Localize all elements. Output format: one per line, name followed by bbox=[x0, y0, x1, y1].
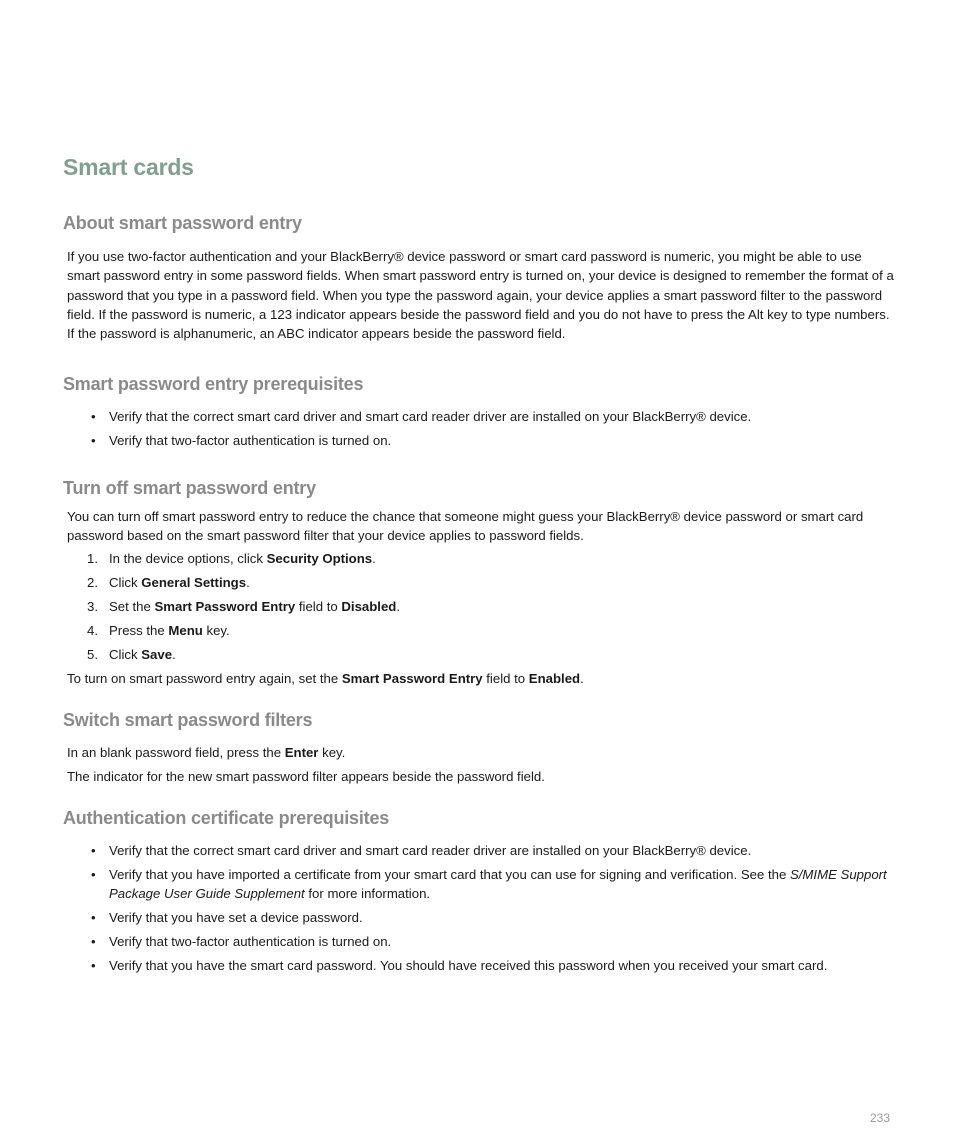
about-paragraph: If you use two-factor authentication and your BlackBerry® device password or smart card password is numeric, you might be able to use smart password entry in some password fields. When smart password entry is turned on, your device is designed to remember the format of a password that you type in a password field. When you type the password again, your device applies a smart password filter to the password field. If the password is numeric, a 123 indicator appears beside the password field and you do not have to press the Alt key to type numbers. If the password is alphanumeric, an ABC indicator appears beside the password field. bbox=[67, 249, 894, 342]
step-text: . bbox=[396, 599, 401, 614]
section-heading-about: About smart password entry bbox=[63, 213, 302, 233]
chapter-title: Smart cards bbox=[63, 154, 194, 180]
step-text: . bbox=[172, 647, 176, 662]
list-item bbox=[0, 865, 889, 903]
note-text: field to bbox=[482, 671, 529, 686]
step-text: key. bbox=[202, 623, 230, 638]
page-number: 233 bbox=[869, 1111, 890, 1125]
step-text: Press the bbox=[109, 623, 169, 638]
step-item bbox=[0, 549, 889, 568]
bullet-icon: • bbox=[91, 910, 96, 925]
ui-label-security-options: Security Options bbox=[266, 551, 373, 566]
ui-label-smart-password-entry: Smart Password Entry bbox=[154, 599, 296, 614]
section-heading-auth-cert: Authentication certificate prerequisites bbox=[63, 808, 390, 828]
list-item-text: Verify that two-factor authentication is turned on. bbox=[109, 934, 392, 949]
bullet-icon: • bbox=[91, 409, 96, 424]
ui-label-enabled: Enabled bbox=[528, 671, 581, 686]
step-text: field to bbox=[295, 599, 342, 614]
step-number: 5. bbox=[87, 647, 98, 662]
step-item bbox=[0, 645, 889, 664]
ui-label-save: Save bbox=[141, 647, 173, 662]
step-text: . bbox=[246, 575, 250, 590]
step-text: Click bbox=[109, 575, 142, 590]
list-item-text: for more information. bbox=[304, 886, 431, 901]
instruction-text: key. bbox=[318, 745, 346, 760]
doc-reference: S/MIME Support Package User Guide Supplement bbox=[109, 867, 887, 901]
switch-result: The indicator for the new smart password filter appears beside the password field. bbox=[67, 769, 545, 784]
instruction-text: In an blank password field, press the bbox=[67, 745, 285, 760]
step-number: 4. bbox=[87, 623, 98, 638]
auth-cert-list bbox=[0, 841, 954, 975]
prerequisites-list bbox=[0, 407, 954, 450]
section-heading-turn-off: Turn off smart password entry bbox=[63, 478, 316, 498]
step-number: 3. bbox=[87, 599, 98, 614]
switch-instruction bbox=[67, 743, 345, 762]
list-item bbox=[0, 956, 889, 975]
step-text: Click bbox=[109, 647, 142, 662]
ui-label-disabled: Disabled bbox=[341, 599, 397, 614]
note-text: To turn on smart password entry again, set the bbox=[67, 671, 342, 686]
ui-label-menu: Menu bbox=[168, 623, 203, 638]
list-item bbox=[0, 431, 889, 450]
list-item bbox=[0, 932, 889, 951]
turn-off-steps bbox=[0, 549, 954, 664]
bullet-icon: • bbox=[91, 958, 96, 973]
list-item-text: Verify that the correct smart card driver and smart card reader driver are installed on your BlackBerry® device. bbox=[109, 409, 752, 424]
step-item bbox=[0, 597, 889, 616]
list-item-text: Verify that the correct smart card driver and smart card reader driver are installed on your BlackBerry® device. bbox=[109, 843, 752, 858]
list-item-text: Verify that you have the smart card password. You should have received this password when you received your smart card. bbox=[109, 958, 828, 973]
bullet-icon: • bbox=[91, 934, 96, 949]
step-number: 1. bbox=[87, 551, 98, 566]
step-text: . bbox=[372, 551, 376, 566]
list-item bbox=[0, 407, 889, 426]
step-number: 2. bbox=[87, 575, 98, 590]
bullet-icon: • bbox=[91, 843, 96, 858]
bullet-icon: • bbox=[91, 867, 96, 882]
section-heading-prerequisites: Smart password entry prerequisites bbox=[63, 374, 364, 394]
bullet-icon: • bbox=[91, 433, 96, 448]
turn-on-note bbox=[67, 669, 584, 688]
list-item bbox=[0, 908, 889, 927]
ui-label-smart-password-entry: Smart Password Entry bbox=[341, 671, 483, 686]
note-text: . bbox=[580, 671, 584, 686]
list-item bbox=[0, 841, 889, 860]
step-text: Set the bbox=[109, 599, 155, 614]
list-item-text: Verify that you have imported a certificate from your smart card that you can use for signing and verification. See the bbox=[109, 867, 790, 882]
step-item bbox=[0, 621, 889, 640]
turn-off-paragraph: You can turn off smart password entry to reduce the chance that someone might guess your BlackBerry® device password or smart card password based on the smart password filter that your device applies to password fields. bbox=[67, 509, 864, 544]
section-heading-switch-filters: Switch smart password filters bbox=[63, 710, 313, 730]
step-text: In the device options, click bbox=[109, 551, 267, 566]
list-item-text: Verify that you have set a device password. bbox=[109, 910, 363, 925]
ui-label-enter: Enter bbox=[284, 745, 319, 760]
list-item-text: Verify that two-factor authentication is turned on. bbox=[109, 433, 392, 448]
ui-label-general-settings: General Settings bbox=[141, 575, 247, 590]
step-item bbox=[0, 573, 889, 592]
